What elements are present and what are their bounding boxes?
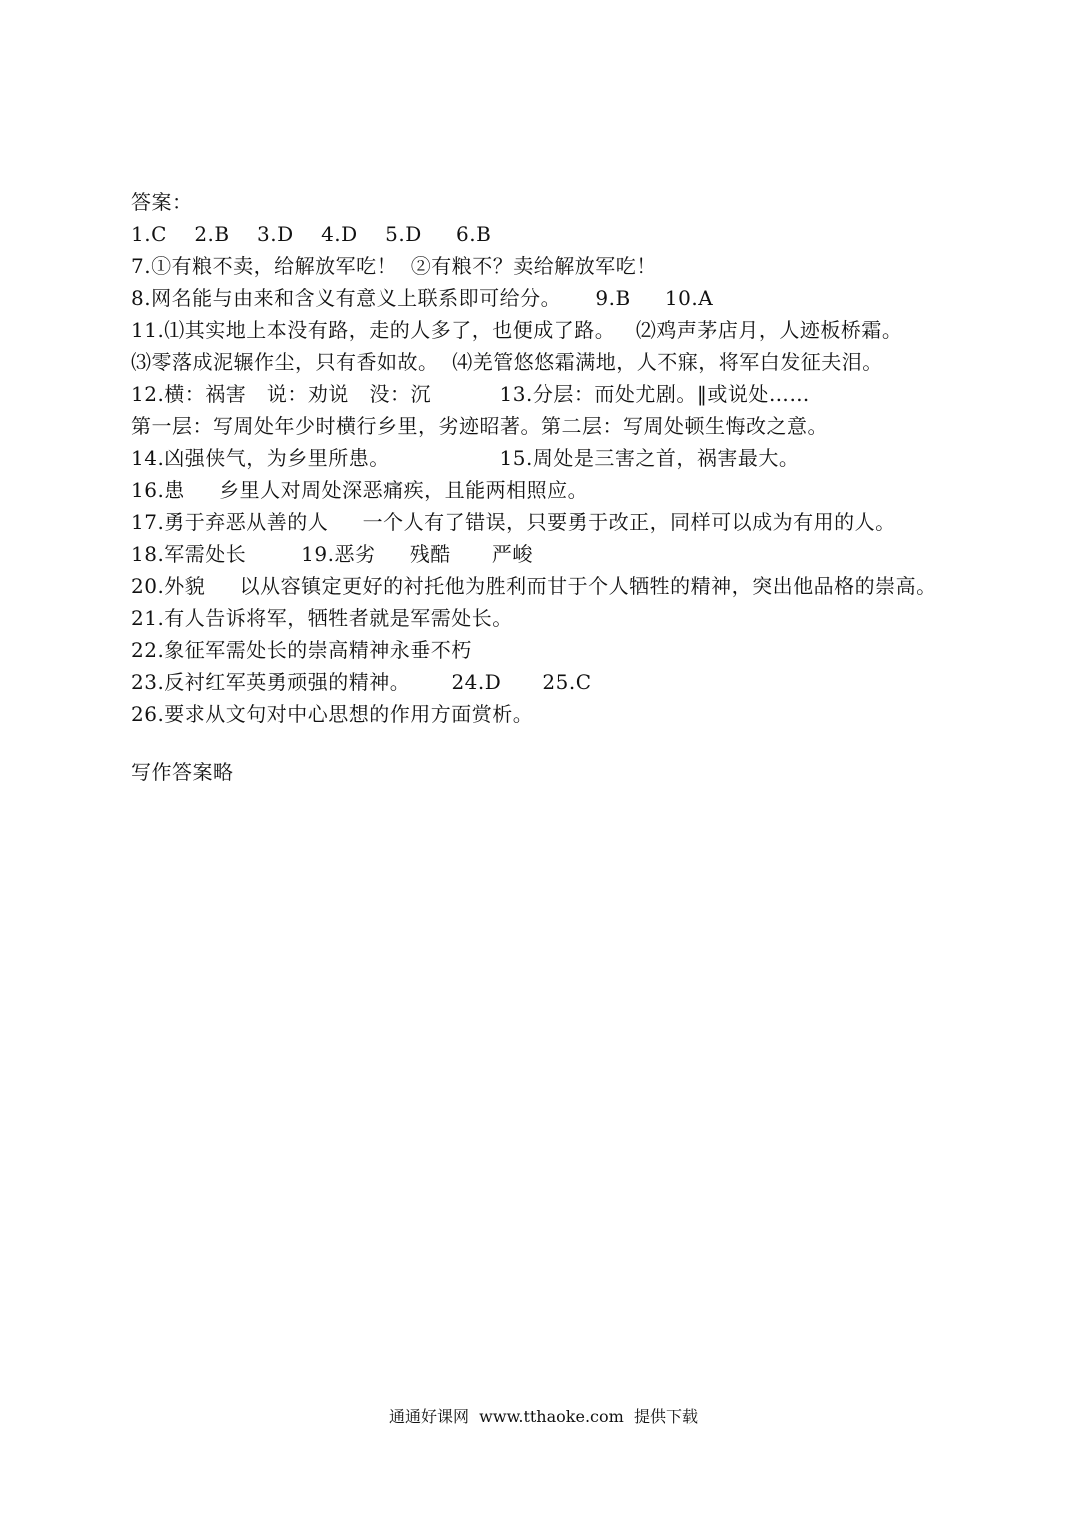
answer-line: 18.军需处长 19.恶劣 残酷 严峻 (131, 542, 533, 566)
answer-line: 22.象征军需处长的崇高精神永垂不朽 (131, 638, 472, 662)
answer-line: 8.网名能与由来和含义有意义上联系即可给分。 9.B 10.A (131, 286, 714, 310)
answer-line: 14.凶强侠气，为乡里所患。 15.周处是三害之首，祸害最大。 (131, 446, 800, 470)
answer-line: 21.有人告诉将军，牺牲者就是军需处长。 (131, 606, 513, 630)
answer-key (131, 186, 1031, 788)
answer-line: 7.①有粮不卖，给解放军吃！ ②有粮不？卖给解放军吃！ (131, 254, 657, 278)
spacer (131, 730, 1031, 756)
footer-text: 通通好课网 www.tthaoke.com 提供下载 (389, 1407, 698, 1426)
answer-line: 12.横：祸害 说：劝说 没：沉 13.分层：而处尤剧。‖或说处…… (131, 382, 810, 406)
answer-line: 17.勇于弃恶从善的人 一个人有了错误，只要勇于改正，同样可以成为有用的人。 (131, 510, 896, 534)
answer-line: ⑶零落成泥辗作尘，只有香如故。 ⑷羌管悠悠霜满地，人不寐，将军白发征夫泪。 (131, 350, 883, 374)
answer-line: 26.要求从文句对中心思想的作用方面赏析。 (131, 702, 534, 726)
answer-line: 16.患 乡里人对周处深恶痛疾，且能两相照应。 (131, 478, 589, 502)
answer-heading: 答案： (131, 190, 193, 214)
answer-line: 11.⑴其实地上本没有路，走的人多了，也便成了路。 ⑵鸡声茅店月，人迹板桥霜。 (131, 318, 903, 342)
answer-line: 20.外貌 以从容镇定更好的衬托他为胜利而甘于个人牺牲的精神，突出他品格的崇高。 (131, 574, 937, 598)
answer-line: 23.反衬红军英勇顽强的精神。 24.D 25.C (131, 670, 592, 694)
writing-note: 写作答案略 (131, 760, 234, 784)
answer-line: 第一层：写周处年少时横行乡里，劣迹昭著。第二层：写周处顿生悔改之意。 (131, 414, 828, 438)
answer-line: 1.C 2.B 3.D 4.D 5.D 6.B (131, 222, 492, 246)
